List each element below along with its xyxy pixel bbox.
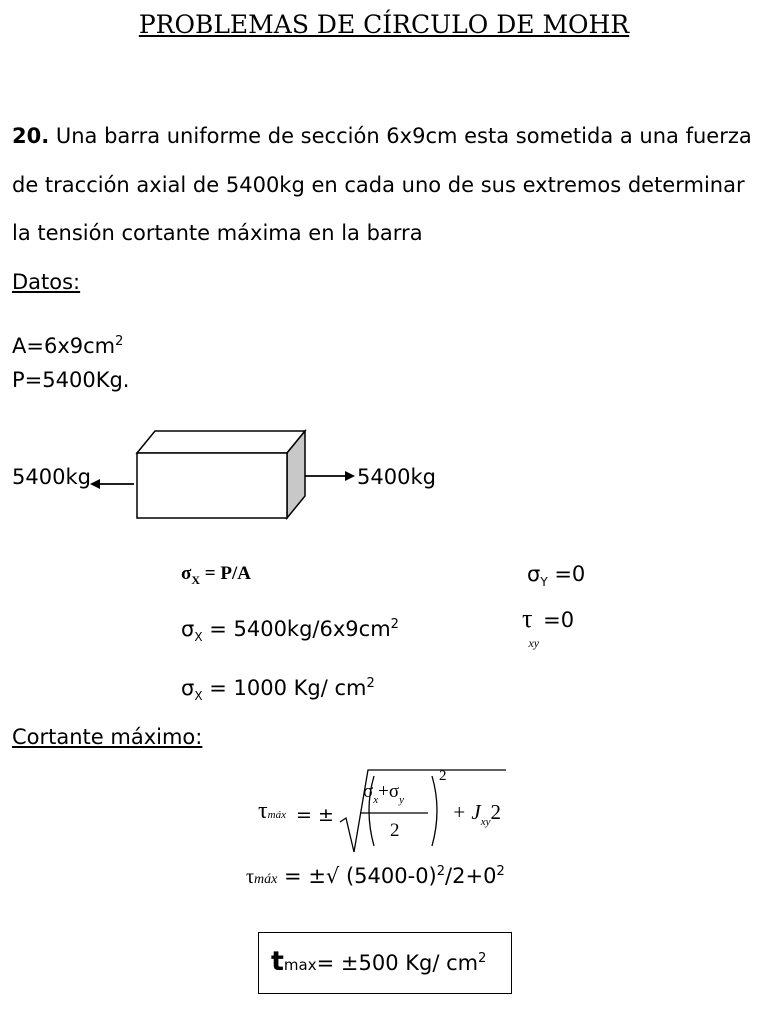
problem-line-3: la tensión cortante máxima en la barra bbox=[12, 221, 423, 245]
problem-text-1: Una barra uniforme de sección 6x9cm esta sometida a una fuerza bbox=[49, 124, 752, 148]
cortante-heading: Cortante máximo: bbox=[12, 725, 203, 749]
tau-max-substitution: τmáx = ±√ $(5400-0)^2/2+0^2$ bbox=[246, 864, 505, 888]
area-given bbox=[12, 334, 123, 358]
left-arrow bbox=[90, 479, 134, 489]
fraction-denominator: 2 bbox=[390, 820, 400, 841]
fraction-exponent: 2 bbox=[439, 768, 447, 784]
datos-heading: Datos: bbox=[12, 270, 81, 294]
formula-tail: + $J_{xy}2$ bbox=[452, 800, 502, 828]
right-load-label: 5400kg bbox=[357, 465, 436, 489]
area-text: A=6x9cm bbox=[12, 334, 116, 358]
left-load-label: 5400kg bbox=[12, 465, 91, 489]
sigma-x-result: $\sigma_X = 1000$ Kg/ $cm^2$ bbox=[181, 676, 375, 704]
right-arrow bbox=[305, 471, 355, 481]
problem-line-2: de tracción axial de 5400kg en cada uno de sus extremos determinar bbox=[12, 173, 745, 197]
force-given: P=5400Kg. bbox=[12, 368, 130, 392]
result-text: tmax= ±500 Kg/ $cm^2$ bbox=[271, 946, 487, 977]
page-title: PROBLEMAS DE CÍRCULO DE MOHR bbox=[138, 10, 630, 39]
bar-box bbox=[137, 431, 305, 518]
area-exponent: 2 bbox=[115, 334, 124, 349]
tau-xy-value: $\tau_{xy}=0$ bbox=[522, 604, 575, 650]
sigma-y-value: $\sigma_Y =0$ bbox=[527, 562, 586, 590]
sigma-x-definition: $\sigma_X = P/A$ bbox=[181, 563, 251, 587]
fraction-numerator: $\sigma_x+\sigma_y$ bbox=[363, 781, 404, 806]
sigma-x-substitution: $\sigma_X = 5400kg/6x9cm^2$ bbox=[181, 617, 399, 645]
formula-equals: = ± bbox=[296, 804, 334, 826]
problem-number: 20. bbox=[12, 124, 50, 148]
problem-line-1 bbox=[12, 112, 752, 160]
tau-max-symbol: τmáx bbox=[258, 798, 286, 824]
